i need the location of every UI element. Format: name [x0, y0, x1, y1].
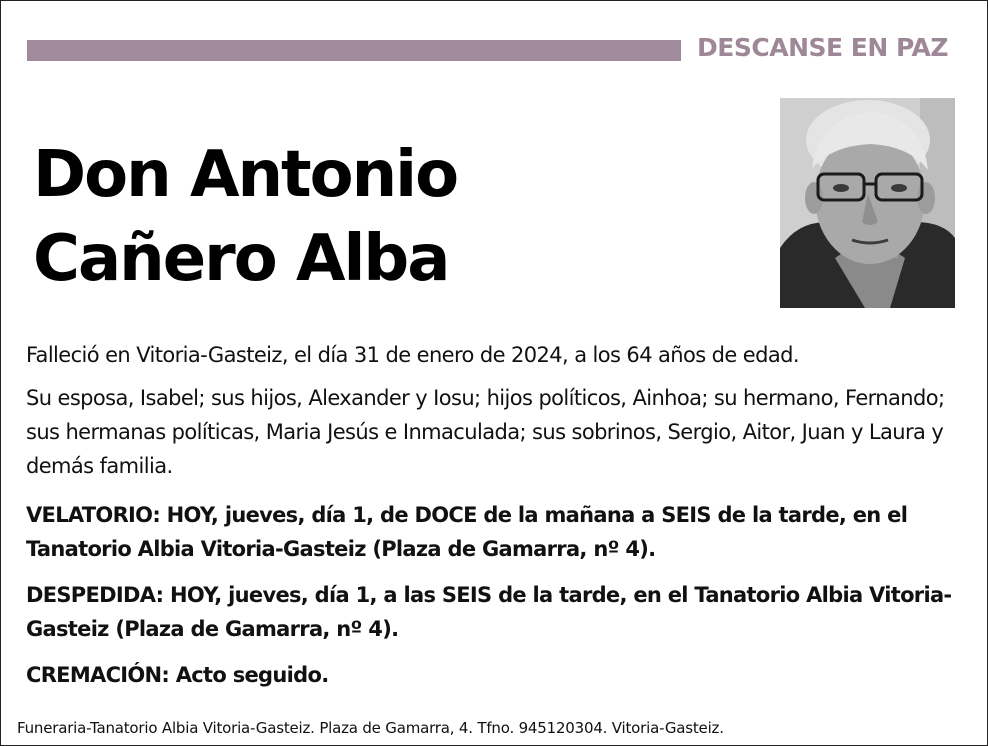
wake-notice: VELATORIO: HOY, jueves, día 1, de DOCE de la mañana a SEIS de la tarde, en el Tanatorio Albia Vitoria-Gasteiz (Plaza de Gamarra, nº 4).	[26, 503, 908, 561]
header-tag: DESCANSE EN PAZ	[697, 33, 948, 62]
funeral-home-footer: Funeraria-Tanatorio Albia Vitoria-Gasteiz. Plaza de Gamarra, 4. Tfno. 945120304. Vitoria-Gasteiz.	[17, 719, 724, 737]
farewell-notice: DESPEDIDA: HOY, jueves, día 1, a las SEIS de la tarde, en el Tanatorio Albia Vitoria-Gasteiz (Plaza de Gamarra, nº 4).	[26, 583, 952, 641]
portrait-image	[780, 98, 955, 308]
header-bar	[27, 40, 681, 61]
portrait-photo	[780, 98, 955, 308]
deceased-name	[33, 133, 457, 301]
cremation-notice: CREMACIÓN: Acto seguido.	[26, 663, 329, 687]
name-line-2: Cañero Alba	[33, 222, 449, 296]
family-notice: Su esposa, Isabel; sus hijos, Alexander y Iosu; hijos políticos, Ainhoa; su hermano, Fernando; sus hermanas políticas, Maria Jesús e Inmaculada; sus sobrinos, Sergio, Aitor, Juan y Laura y demás familia.	[26, 386, 945, 478]
name-line-1: Don Antonio	[33, 138, 458, 212]
death-notice: Falleció en Vitoria-Gasteiz, el día 31 de enero de 2024, a los 64 años de edad.	[26, 343, 799, 367]
